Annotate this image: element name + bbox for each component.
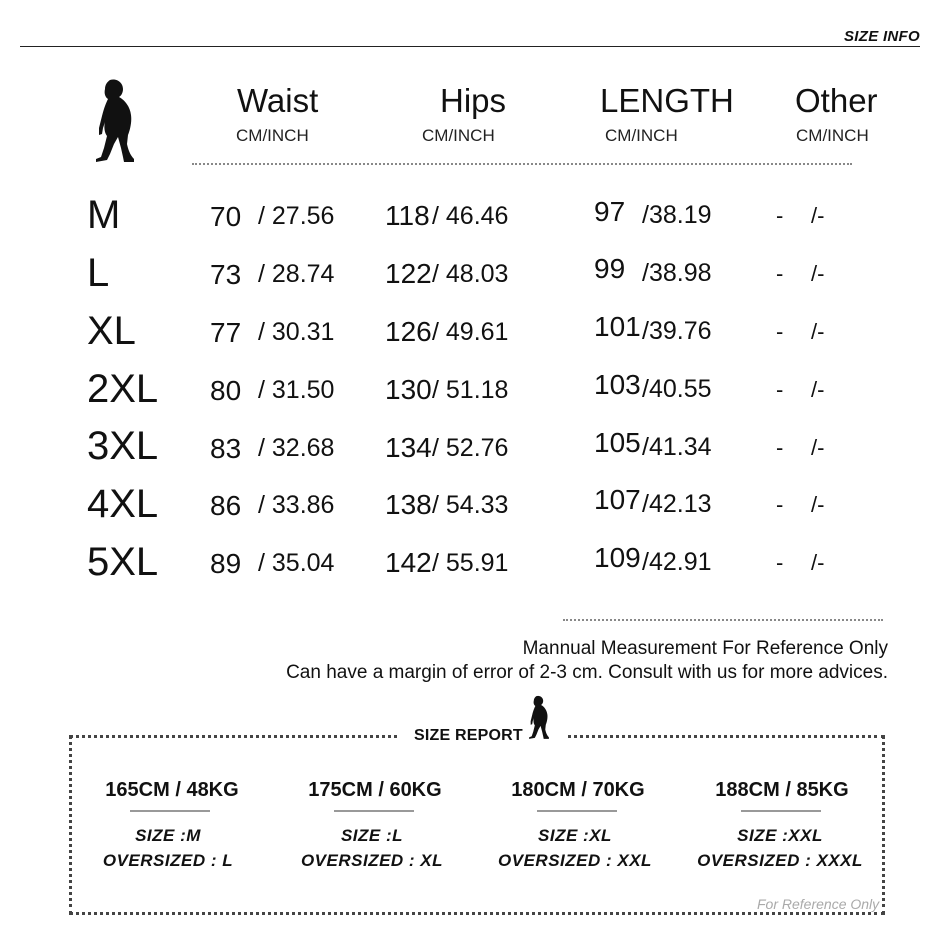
- waist-cm: 70: [210, 201, 242, 232]
- report-measurement: 175CM / 60KG: [308, 779, 442, 801]
- length-inch: /40.55: [642, 375, 712, 403]
- other-cm: -: [776, 203, 784, 228]
- waist-inch: / 35.04: [258, 549, 335, 577]
- report-oversized: OVERSIZED : XL: [300, 851, 444, 870]
- header-dotted-divider: [192, 163, 852, 165]
- report-underline: [334, 810, 414, 812]
- length-cm: 103: [594, 369, 641, 400]
- waist-inch: / 30.31: [258, 318, 335, 346]
- waist-cm: 89: [210, 548, 242, 579]
- size-label: XL: [87, 309, 136, 353]
- length-cm: 101: [594, 311, 641, 342]
- hips-inch: / 48.03: [432, 260, 509, 288]
- ape-figure-icon: [92, 78, 138, 164]
- report-size: SIZE :M: [135, 826, 201, 845]
- other-cm: -: [776, 435, 784, 460]
- length-inch: /38.98: [642, 259, 712, 287]
- other-inch: /-: [811, 203, 825, 228]
- hips-inch: / 54.33: [432, 491, 509, 519]
- hips-inch: / 49.61: [432, 318, 509, 346]
- waist-inch: / 27.56: [258, 202, 335, 230]
- page-title: SIZE INFO: [843, 28, 920, 45]
- length-cm: 105: [594, 427, 641, 458]
- report-size: SIZE :XXL: [737, 826, 823, 845]
- other-cm: -: [776, 319, 784, 344]
- note-margin-of-error: Can have a margin of error of 2-3 cm. Consult with us for more advices.: [286, 662, 888, 683]
- other-inch: /-: [811, 261, 825, 286]
- column-unit-hips: CM/INCH: [422, 126, 495, 145]
- length-inch: /41.34: [642, 433, 712, 461]
- size-report-title: SIZE REPORT: [414, 727, 523, 744]
- hips-cm: 130: [385, 374, 432, 405]
- report-oversized: OVERSIZED : L: [102, 851, 234, 870]
- hips-inch: / 46.46: [432, 202, 509, 230]
- report-underline: [130, 810, 210, 812]
- waist-cm: 80: [210, 375, 242, 406]
- other-cm: -: [776, 492, 784, 517]
- waist-inch: / 28.74: [258, 260, 335, 288]
- column-header-waist: Waist: [237, 82, 319, 119]
- report-underline: [537, 810, 617, 812]
- column-unit-length: CM/INCH: [605, 126, 678, 145]
- hips-inch: / 51.18: [432, 376, 509, 404]
- report-measurement: 188CM / 85KG: [715, 779, 849, 801]
- notes-dotted-divider: [563, 619, 883, 621]
- waist-cm: 73: [210, 259, 242, 290]
- report-measurement: 165CM / 48KG: [105, 779, 239, 801]
- hips-inch: / 55.91: [432, 549, 509, 577]
- report-measurement: 180CM / 70KG: [511, 779, 645, 801]
- length-cm: 99: [594, 253, 626, 284]
- other-cm: -: [776, 261, 784, 286]
- length-inch: /38.19: [642, 201, 712, 229]
- size-label: M: [87, 193, 121, 237]
- size-label: 2XL: [87, 367, 159, 411]
- length-cm: 109: [594, 542, 641, 573]
- other-inch: /-: [811, 492, 825, 517]
- column-header-length: LENGTH: [600, 82, 734, 119]
- header-divider: [20, 46, 920, 47]
- length-cm: 97: [594, 196, 626, 227]
- waist-inch: / 32.68: [258, 434, 335, 462]
- report-size: SIZE :L: [340, 826, 404, 845]
- size-label: 5XL: [87, 540, 159, 584]
- other-inch: /-: [811, 550, 825, 575]
- other-inch: /-: [811, 435, 825, 460]
- other-cm: -: [776, 550, 784, 575]
- hips-inch: / 52.76: [432, 434, 509, 462]
- length-inch: /42.91: [642, 548, 712, 576]
- length-inch: /42.13: [642, 490, 712, 518]
- hips-cm: 118: [385, 200, 430, 231]
- report-underline: [741, 810, 821, 812]
- note-reference-only: Mannual Measurement For Reference Only: [522, 638, 888, 659]
- waist-inch: / 31.50: [258, 376, 335, 404]
- report-oversized: OVERSIZED : XXXL: [697, 851, 863, 870]
- waist-inch: / 33.86: [258, 491, 335, 519]
- reference-footnote: For Reference Only: [757, 896, 880, 912]
- other-inch: /-: [811, 319, 825, 344]
- hips-cm: 142: [385, 547, 432, 578]
- other-inch: /-: [811, 377, 825, 402]
- size-label: 4XL: [87, 482, 159, 526]
- hips-cm: 134: [385, 432, 432, 463]
- length-inch: /39.76: [642, 317, 712, 345]
- report-size: SIZE :XL: [538, 826, 612, 845]
- column-header-hips: Hips: [440, 82, 507, 119]
- waist-cm: 86: [210, 490, 242, 521]
- size-label: L: [87, 251, 110, 295]
- other-cm: -: [776, 377, 784, 402]
- size-report-box: [69, 735, 885, 915]
- column-header-other: Other: [795, 82, 878, 119]
- waist-cm: 77: [210, 317, 242, 348]
- waist-cm: 83: [210, 433, 242, 464]
- ape-figure-icon: [527, 694, 551, 741]
- length-cm: 107: [594, 484, 641, 515]
- report-oversized: OVERSIZED : XXL: [498, 851, 652, 870]
- hips-cm: 126: [385, 316, 432, 347]
- hips-cm: 138: [385, 489, 432, 520]
- column-unit-waist: CM/INCH: [236, 126, 309, 145]
- column-unit-other: CM/INCH: [796, 126, 869, 145]
- size-label: 3XL: [87, 424, 159, 468]
- hips-cm: 122: [385, 258, 432, 289]
